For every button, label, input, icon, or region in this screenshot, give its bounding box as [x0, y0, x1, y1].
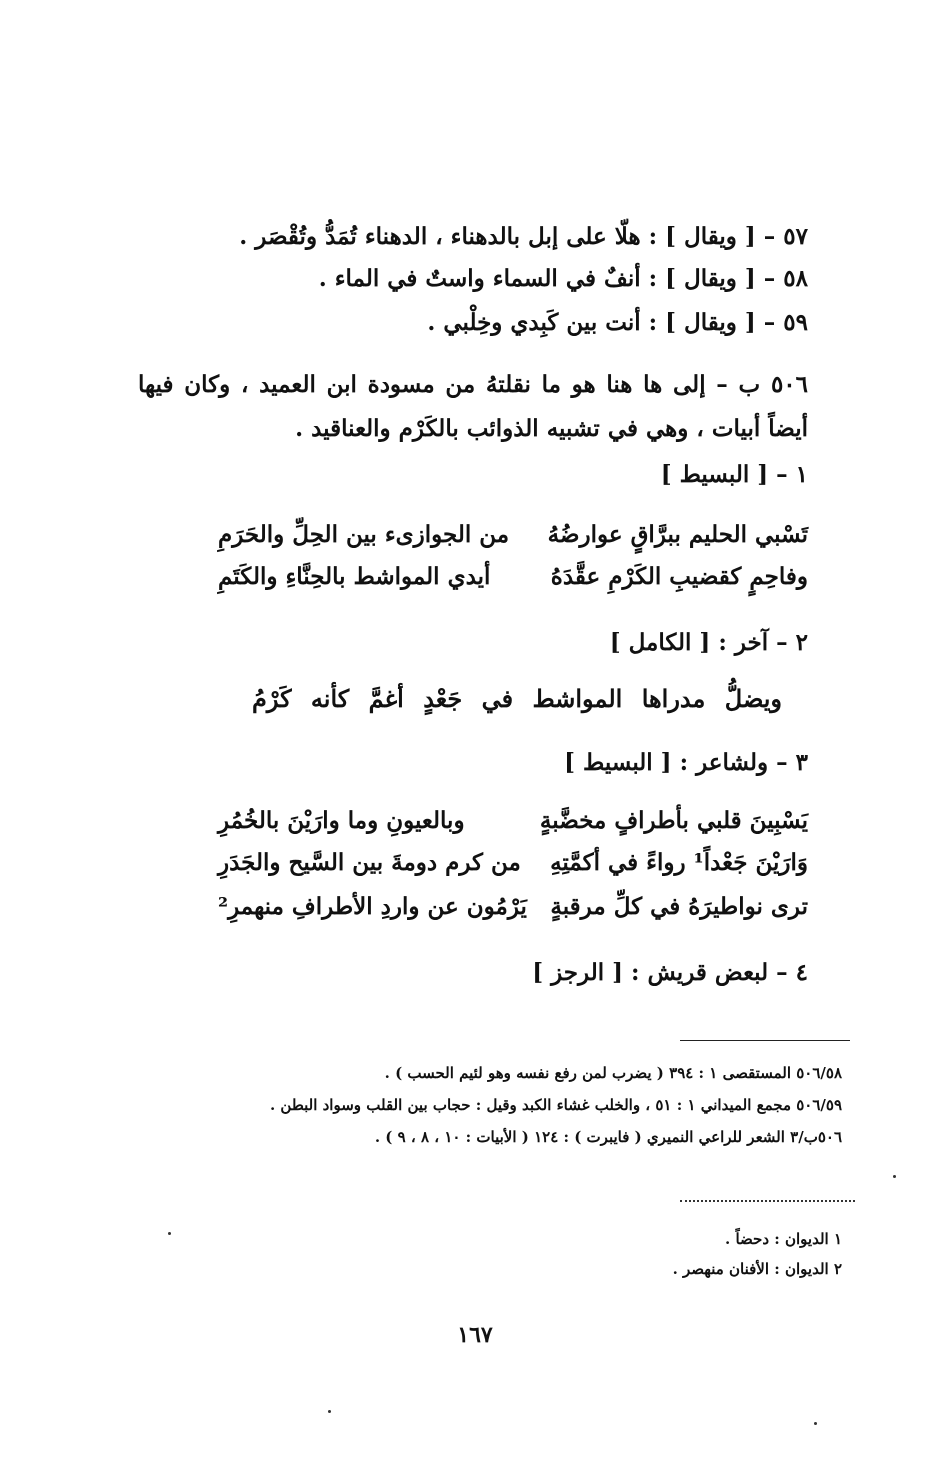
verse-row — [218, 806, 808, 836]
footnote: ٥٠٦ب/٣ الشعر للراعي النميري ( فايبرت ) : ١٢٤ ( الأبيات : ١٠ ، ٨ ، ٩ ) . — [374, 1128, 842, 1146]
verse-word: مدراها — [641, 684, 706, 713]
verse-second-hemistich: أيدي المواشط بالحِنَّاءِ والكَتَمِ — [218, 563, 491, 590]
item-2-heading: ٢ – آخر : [ الكامل ] — [609, 629, 808, 656]
verse-second-hemistich: من كرم دومةَ بين السَّيح والجَدَرِ — [218, 849, 521, 876]
verse-word: أغمَّ — [368, 684, 404, 713]
verse-first-hemistich: ترى نواطيرَهُ في كلِّ مرقبةٍ — [550, 893, 808, 920]
verse-word: كأنه — [310, 684, 350, 713]
verse-row — [218, 848, 808, 878]
verse-row — [218, 520, 808, 550]
verse-word: ويضلُّ — [724, 684, 783, 713]
verse-word: جَعْدٍ — [423, 684, 463, 713]
scan-speck — [168, 1232, 171, 1235]
scan-speck — [893, 1175, 896, 1178]
section-number: ٥٠٦ ب — [738, 371, 808, 398]
section-text: – إلى ها هنا هو ما نقلتهُ من مسودة ابن العميد ، وكان فيها أيضاً أبيات ، وهي في تشبيه الذوائب بالكَرْم والعناقيد . — [138, 371, 808, 442]
verse-second-hemistich: يَرْمُون عن واردِ الأطرافِ منهمرِ² — [218, 893, 527, 920]
verse-second-hemistich: من الجوازىء بين الحِلِّ والحَرَمِ — [218, 521, 510, 548]
verse-second-hemistich: وبالعيونِ وما وارَيْنَ بالخُمُرِ — [218, 807, 465, 834]
variant-notes-separator — [680, 1200, 855, 1202]
single-verse — [252, 684, 782, 713]
scan-speck — [328, 1410, 331, 1413]
verse-word: كَرْمُ — [252, 684, 292, 713]
proverb-57: ٥٧ – [ ويقال ] : هلّا على إبل بالدهناء ، الدهناء تُمَدُّ وتُقْصَر . — [239, 223, 808, 250]
verse-first-hemistich: وَارَيْنَ جَعْداً¹ رواءً في أكمَّتِهِ — [550, 849, 808, 876]
item-3-heading: ٣ – ولشاعر : [ البسيط ] — [564, 749, 808, 776]
item-4-heading: ٤ – لبعض قريش : [ الرجز ] — [532, 959, 808, 986]
proverb-59: ٥٩ – [ ويقال ] : أنت بين كَبِدي وخِلْبي . — [427, 309, 808, 336]
proverb-58: ٥٨ – [ ويقال ] : أنفٌ في السماء واستٌ في الماء . — [318, 265, 808, 292]
section-paragraph — [138, 363, 808, 451]
scan-speck — [814, 1422, 817, 1425]
item-1-heading: ١ – [ البسيط ] — [660, 461, 808, 488]
verse-row — [218, 562, 808, 592]
page-number: ١٦٧ — [457, 1322, 493, 1348]
variant-note: ٢ الديوان : الأفنان منهصر . — [672, 1260, 842, 1278]
variant-note: ١ الديوان : دحضاً . — [725, 1230, 842, 1248]
footnote: ٥٠٦/٥٩ مجمع الميداني ١ : ٥١ ، والخلب غشاء الكبد وقيل : حجاب بين القلب وسواد البطن . — [269, 1096, 842, 1114]
verse-word: المواشط — [532, 684, 623, 713]
verse-word: في — [481, 684, 514, 713]
verse-first-hemistich: يَسْبِينَ قلبي بأطرافٍ مخضَّبةٍ — [539, 807, 808, 834]
verse-first-hemistich: وفاحِمٍ كقضيبِ الكَرْمِ عقَّدَهُ — [550, 563, 808, 590]
verse-first-hemistich: تَسْبي الحليم ببرَّاقٍ عوارضُهُ — [547, 521, 808, 548]
footnote-separator — [680, 1040, 850, 1041]
verse-row — [218, 892, 808, 922]
footnote: ٥٠٦/٥٨ المستقصى ١ : ٣٩٤ ( يضرب لمن رفع نفسه وهو لئيم الحسب ) . — [384, 1064, 842, 1082]
